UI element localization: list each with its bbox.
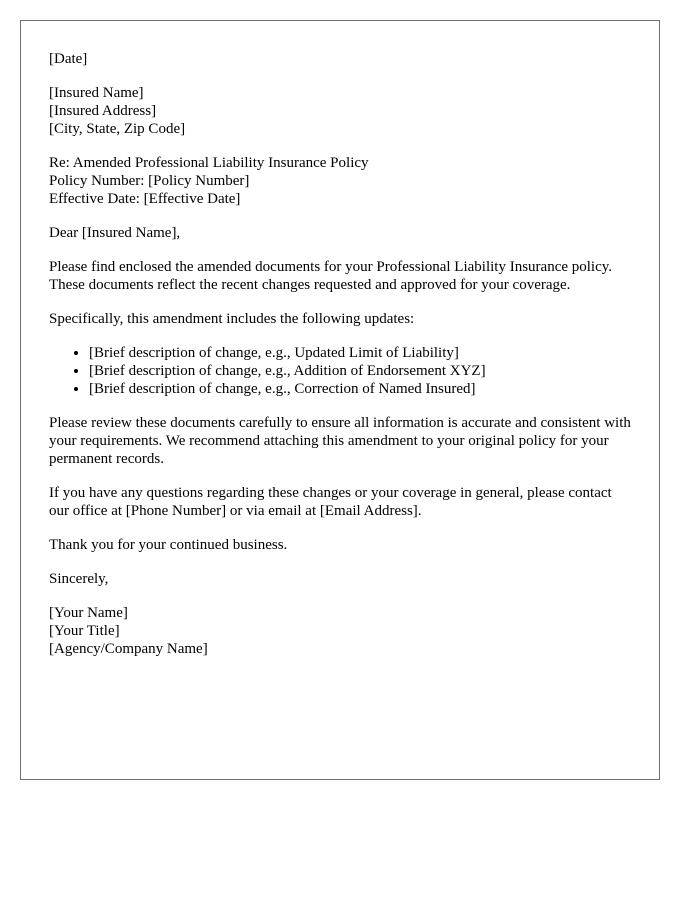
signer-company: [Agency/Company Name]	[49, 641, 208, 657]
reference-block	[49, 154, 631, 208]
effective-date-line: Effective Date: [Effective Date]	[49, 191, 241, 207]
closing: Sincerely,	[49, 571, 109, 587]
review-paragraph: Please review these documents carefully to ensure all information is accurate and consistent with your requirements. We recommend attaching this amendment to your original policy for your permanent records.	[49, 415, 631, 467]
contact-paragraph: If you have any questions regarding these changes or your coverage in general, please contact our office at [Phone Number] or via email at [Email Address].	[49, 485, 612, 519]
policy-number-line: Policy Number: [Policy Number]	[49, 173, 250, 189]
signer-name: [Your Name]	[49, 605, 128, 621]
updates-list	[49, 344, 631, 398]
signer-title: [Your Title]	[49, 623, 120, 639]
thank-you-paragraph: Thank you for your continued business.	[49, 537, 288, 553]
updates-intro-paragraph: Specifically, this amendment includes the following updates:	[49, 311, 415, 327]
recipient-block	[49, 84, 631, 138]
date-block	[49, 50, 631, 68]
signature-block	[49, 604, 631, 658]
intro-paragraph: Please find enclosed the amended documents for your Professional Liability Insurance policy. These documents reflect the recent changes requested and approved for your coverage.	[49, 259, 613, 293]
letter-date: [Date]	[49, 51, 88, 67]
recipient-name: [Insured Name]	[49, 85, 144, 101]
list-item: • [Brief description of change, e.g., Updated Limit of Liability]	[89, 344, 631, 362]
list-item: • [Brief description of change, e.g., Addition of Endorsement XYZ]	[89, 362, 631, 380]
letter-page	[20, 20, 660, 780]
subject-line: Re: Amended Professional Liability Insurance Policy	[49, 155, 369, 171]
list-item: • [Brief description of change, e.g., Correction of Named Insured]	[89, 380, 631, 398]
salutation: Dear [Insured Name],	[49, 225, 181, 241]
recipient-address: [Insured Address]	[49, 103, 157, 119]
recipient-city-state-zip: [City, State, Zip Code]	[49, 121, 186, 137]
